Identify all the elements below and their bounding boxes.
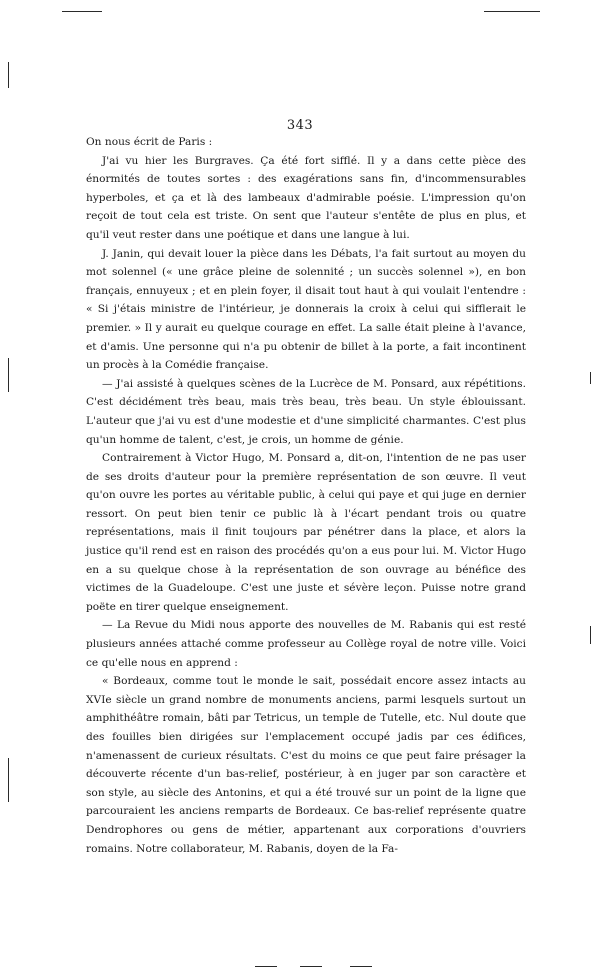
crop-mark-bottom-2: [300, 966, 322, 967]
crop-mark-top-left: [62, 11, 102, 12]
paragraph: On nous écrit de Paris :: [86, 136, 213, 148]
margin-mark-left-1: [8, 62, 9, 88]
page-number: 343: [286, 118, 314, 133]
crop-mark-top-right: [484, 11, 540, 12]
paragraph: — La Revue du Midi nous apporte des nouvelles de M. Rabanis qui est resté plusieurs années attaché comme professeur au Collège royal de notre ville. Voici ce qu'elle nous en apprend :: [86, 619, 526, 669]
margin-mark-right-2: [590, 626, 591, 644]
paragraph: J. Janin, qui devait louer la pièce dans les Débats, l'a fait surtout au moyen du mot solennel (« une grâce pleine de solennité ; un succès solennel »), en bon français, ennuyeux ; et en plein foyer, il disait tout haut à qui voulait l'entendre : « Si j'étais ministre de l'intérieur, je donnerais la croix à celui qui sifflerait le premier. » Il y aurait eu quelque courage en effet. La salle était pleine à l'avance, et d'amis. Une personne qui n'a pu obtenir de billet à la porte, a fait incontinent un procès à la Comédie française.: [86, 247, 526, 372]
paragraph: « Bordeaux, comme tout le monde le sait, possédait encore assez intacts au XVIe siècle un grand nombre de monuments anciens, parmi lesquels surtout un amphithéâtre romain, bâti par Tetricus, un temple de Tutelle, etc. Nul doute que des fouilles bien dirigées sur l'emplacement occupé jadis par ces édifices, n'amenassent de curieux résultats. C'est du moins ce que peut faire présager la découverte récente d'un bas-relief, postérieur, à en juger par son caractère et son style, au siècle des Antonins, et qui a été trouvé sur un point de la ligne que parcouraient les anciens remparts de Bordeaux. Ce bas-relief représente quatre Dendrophores ou gens de métier, appartenant aux corporations d'ouvriers romains. Notre collaborateur, M. Rabanis, doyen de la Fa-: [86, 675, 526, 855]
margin-mark-left-3: [8, 758, 9, 802]
crop-mark-bottom-3: [350, 966, 372, 967]
paragraph: J'ai vu hier les Burgraves. Ça été fort sifflé. Il y a dans cette pièce des énormités de toutes sortes : des exagérations sans fin, d'incommensurables hyperboles, et ça et là des lambeaux d'admirable poésie. L'impression qu'on reçoit de tout cela est triste. On sent que l'auteur s'entête de plus en plus, et qu'il veut rester dans une poétique et dans une langue à lui.: [86, 154, 526, 241]
paragraph: — J'ai assisté à quelques scènes de la Lucrèce de M. Ponsard, aux répétitions. C'est décidément très beau, mais très beau, très beau. Un style éblouissant. L'auteur que j'ai vu est d'une modestie et d'une simplicité charmantes. C'est plus qu'un homme de talent, c'est, je crois, un homme de génie.: [86, 377, 526, 446]
paragraph: Contrairement à Victor Hugo, M. Ponsard a, dit-on, l'intention de ne pas user de ses droits d'auteur pour la première représentation de son œuvre. Il veut qu'on ouvre les portes au véritable public, à celui qui paye et qui juge en dernier ressort. On peut bien tenir ce public là à l'écart pendant trois ou quatre représentations, mais il finit toujours par pénétrer dans la place, et alors la justice qu'il rend est en raison des procédés qu'on a eus pour lui. M. Victor Hugo en a su quelque chose à la représentation de son ouvrage au bénéfice des victimes de la Guadeloupe. C'est une juste et sévère leçon. Puisse notre grand poëte en tirer quelque enseignement.: [86, 452, 526, 613]
crop-mark-bottom-1: [255, 966, 277, 967]
margin-mark-left-2: [8, 358, 9, 392]
body-text: [86, 133, 526, 858]
margin-mark-right-1: [590, 372, 591, 384]
